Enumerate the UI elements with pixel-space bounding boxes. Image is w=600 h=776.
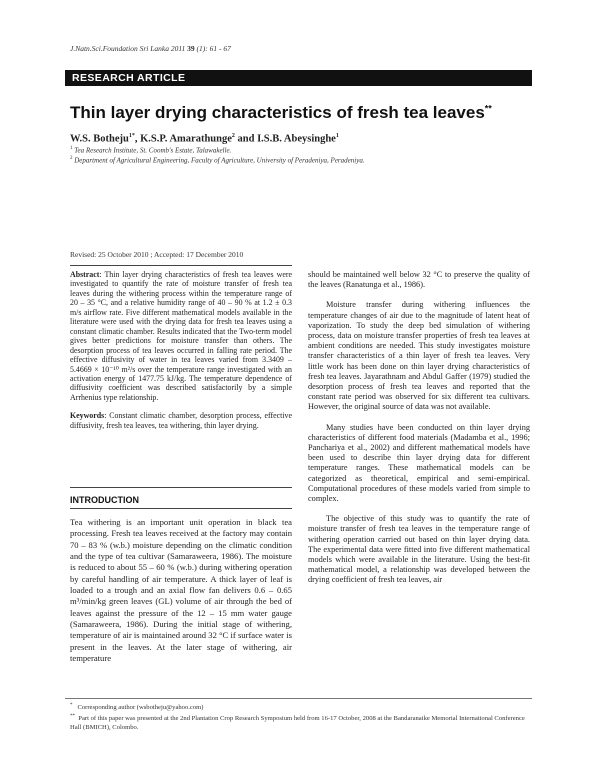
right-column <box>308 270 530 586</box>
intro-paragraph-1: Tea withering is an important unit operation in black tea processing. Fresh tea leaves received at the factory may contain 70 – 83 % (w.b.) moisture depending on the climatic condition and the type of tea cultivar (Samaraweera, 1986). The moisture is reduced to about 55 – 60 % (w.b.) during withering operation by careful handling of air temperature. A thick layer of leaf is loaded to a trough and an axial flow fan delivers 0.6 – 0.65 m³/min/kg green leaves (GL) volume of air through the bed of leaves against the pressure of the 12 – 15 mm water gauge (Samaraweera, 1986). During the initial stage of withering, temperature of air is maintained around 32 °C if surface water is present in the leaves. At the later stage of withering, air temperature <box>70 517 292 664</box>
revision-dates: Revised: 25 October 2010 ; Accepted: 17 December 2010 <box>70 250 244 259</box>
right-paragraph-1: Moisture transfer during withering influences the temperature changes of air due to the magnitude of latent heat of vaporization. To study the deep bed simulation of withering process, data on moisture transfer properties of fresh tea leaves at ambient conditions are needed. This study investigates moisture transfer characteristics of a thin layer of fresh tea leaves. Very little work has been done on thin layer drying characteristics of fresh tea leaves. Jayarathnam and Abdul Gaffer (1979) studied the desorption process of fresh tea leaves and reported that the constant rate period was observed for six different tea cultivars. However, the original source of data was not available. <box>308 300 530 412</box>
title-footnote-mark: ** <box>484 103 492 114</box>
keywords-label: Keywords <box>70 411 105 421</box>
article-type-label: RESEARCH ARTICLE <box>72 72 186 84</box>
footnote-2: ** Part of this paper was presented at the 2nd Plantation Crop Research Symposium held from 16-17 October, 2008 at the Bandaranaike Memorial International Conference Hall (BMICH), Colombo. <box>70 714 525 731</box>
abstract: Abstract: Thin layer drying characteristics of fresh tea leaves were investigated to quantify the rate of moisture transfer of fresh tea leaves during the withering process within the temperature range of 20 – 35 °C, and a relative humidity range of 40 – 90 % at 1.2 ± 0.3 m/s airflow rate. Five different mathematical models available in the literature were used with the drying data for fresh tea leaves using a constant climatic chamber. Results indicated that the Two-term model gives better predictions for moisture transfer than others. The desorption process of tea leaves occurred in falling rate period. The effective diffusivity of water in tea leaves varied from 3.3409 – 5.4669 × 10⁻¹⁰ m²/s over the temperature range investigated with an activation energy of 1477.75 kJ/kg. The temperature dependence of diffusivity coefficient was described satisfactorily by a simple Arrhenius type relationship. Keywords: Constant climatic chamber, desorption process, effective diffusivity, fresh tea leaves, tea withering, thin layer drying. <box>70 270 292 430</box>
right-paragraph-3: The objective of this study was to quantify the rate of moisture transfer of fresh tea leaves in the temperature range of withering operation carried out based on thin layer drying data. The experimental data were fitted into five different mathematical models which were available in the literature. Using the best-fit mathematical model, a relationship was developed between the drying coefficient of fresh tea leaves, air <box>308 514 530 585</box>
abstract-label: Abstract <box>70 270 100 279</box>
footnote-rule <box>65 698 532 699</box>
right-paragraph-0: should be maintained well below 32 °C to preserve the quality of the leaves (Ranatunga et al., 1986). <box>308 270 530 290</box>
footnote-1: * Corresponding author (wsbotheju@yahoo.com) <box>70 703 204 712</box>
keywords: : Constant climatic chamber, desorption process, effective diffusivity, fresh tea leaves, tea withering, thin layer drying. <box>70 411 292 430</box>
introduction-heading: INTRODUCTION <box>70 495 139 505</box>
affiliation-2: $^2$ Department of Agricultural Engineering, Faculty of Agriculture, University of Peradeniya, Peradeniya. <box>70 156 365 165</box>
journal-citation: J.Natn.Sci.Foundation Sri Lanka 2011 39 (1): 61 - 67 <box>70 44 231 53</box>
author-list: W.S. Botheju$^{1*}$, K.S.P. Amarathunge$^2$ and I.S.B. Abeysinghe$^1$ <box>70 133 339 145</box>
article-type-banner <box>65 70 532 86</box>
intro-bottom-rule <box>70 508 292 509</box>
paper-title: Thin layer drying characteristics of fresh tea leaves** <box>70 103 492 122</box>
abstract-top-rule <box>70 265 292 266</box>
affiliation-1: $^1$ Tea Research Institute, St. Coomb's Estate, Talawakelle. <box>70 146 232 155</box>
right-paragraph-2: Many studies have been conducted on thin layer drying characteristics of different food materials (Madamba et al., 1996; Panchariya et al., 2002) and different mathematical models have been used to describe thin layer drying data for different temperature ranges. These mathematical models can be categorized as theoretical, empirical and semi-empirical. Computational procedures of these models varied from simple to complex. <box>308 422 530 504</box>
intro-top-rule <box>70 487 292 488</box>
